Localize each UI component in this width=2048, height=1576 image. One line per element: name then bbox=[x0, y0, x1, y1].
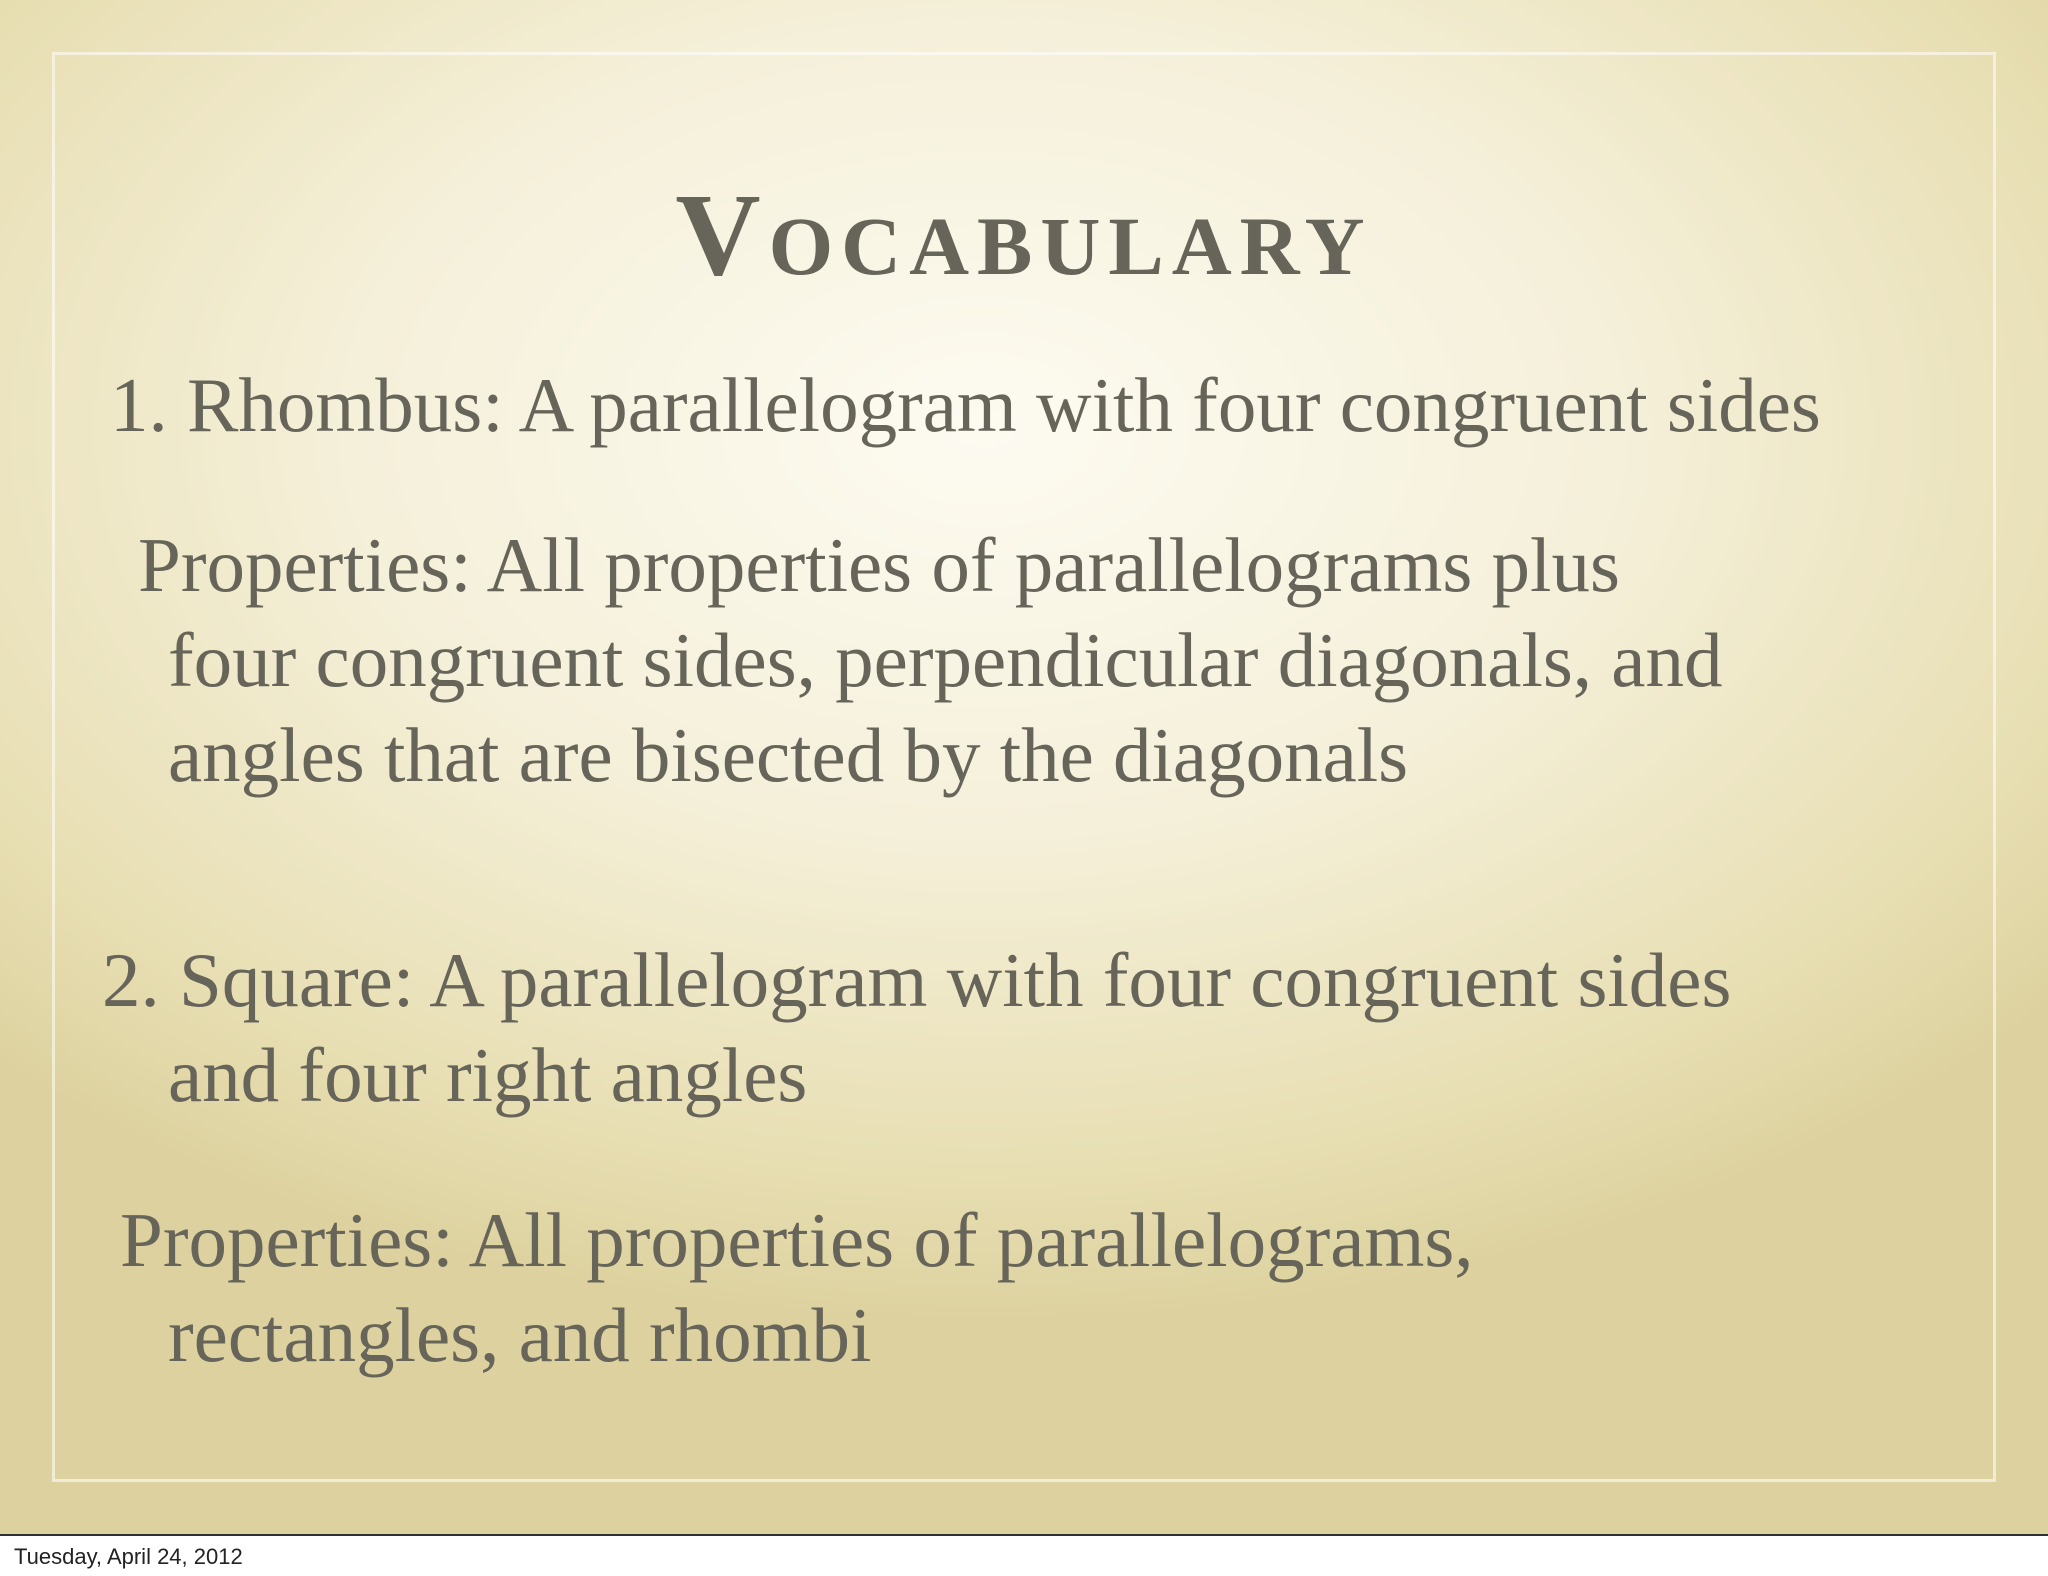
square-definition-line-2: and four right angles bbox=[168, 1032, 808, 1118]
rhombus-definition: 1. Rhombus: A parallelogram with four congruent sides bbox=[110, 362, 1821, 448]
rhombus-properties-line-2: four congruent sides, perpendicular diagonals, and bbox=[168, 617, 1723, 703]
square-properties-line-1: Properties: All properties of parallelograms, bbox=[120, 1197, 1474, 1283]
footer-date: Tuesday, April 24, 2012 bbox=[14, 1544, 243, 1569]
slide-title: Vocabulary bbox=[675, 169, 1373, 300]
square-definition-line-1: 2. Square: A parallelogram with four congruent sides bbox=[102, 937, 1732, 1023]
rhombus-properties-line-1: Properties: All properties of parallelograms plus bbox=[138, 522, 1620, 608]
rhombus-properties-line-3: angles that are bisected by the diagonals bbox=[168, 712, 1409, 798]
square-properties-line-2: rectangles, and rhombi bbox=[168, 1292, 872, 1378]
